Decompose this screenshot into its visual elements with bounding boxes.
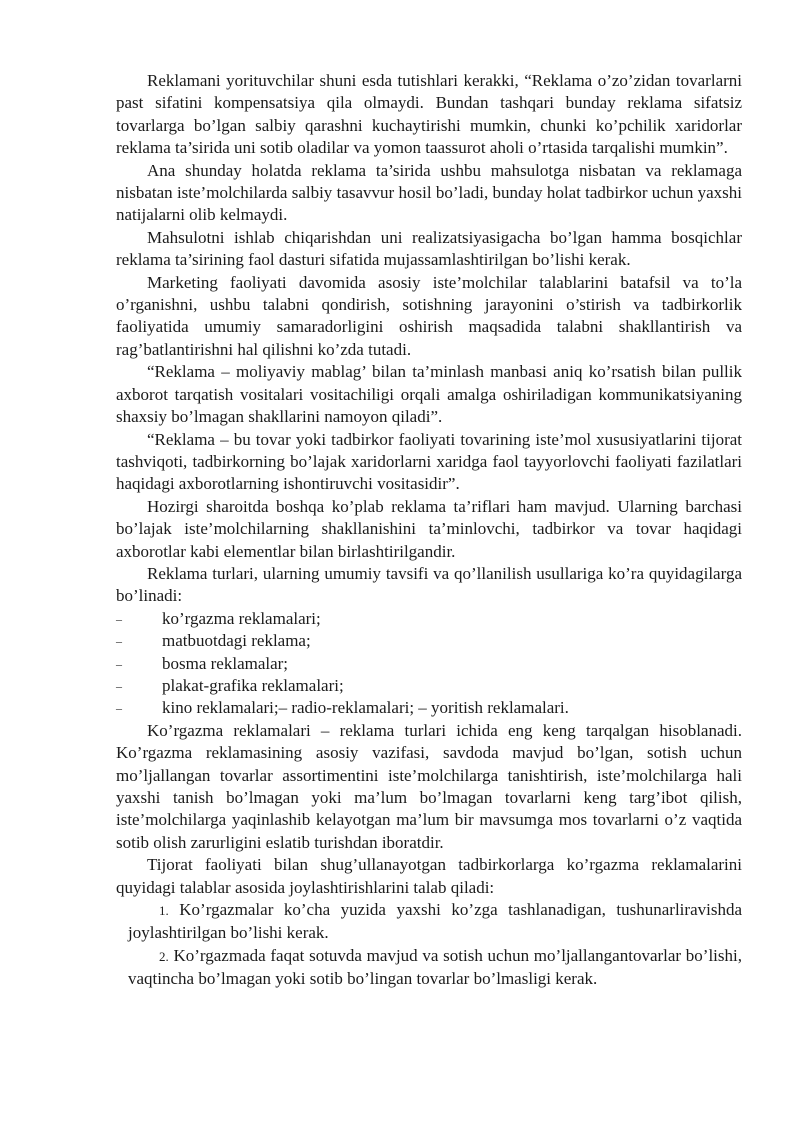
document-page bbox=[116, 70, 742, 991]
list-dash: – bbox=[116, 701, 122, 716]
numbered-item bbox=[116, 899, 742, 945]
paragraph: Tijorat faoliyati bilan shug’ullanayotgan tadbirkorlarga ko’rgazma reklamalarini quyidagi talablar asosida joylashtirishlarini talab qiladi: bbox=[116, 855, 742, 897]
paragraph: Ana shunday holatda reklama ta’sirida ushbu mahsulotga nisbatan va reklamaga nisbatan iste’molchilarda salbiy tasavvur hosil bo’ladi, bunday holat tadbirkor uchun yaxshi natijalarni olib kelmaydi. bbox=[116, 160, 742, 225]
list-item-text: bosma reklamalar; bbox=[162, 653, 289, 673]
numbered-item bbox=[116, 945, 742, 991]
paragraph: Hozirgi sharoitda boshqa ko’plab reklama ta’riflari ham mavjud. Ularning barchasi bo’lajak iste’molchilarning shakllanishini ta’minlovchi, tadbirkor va tovar haqidagi axborotlar kabi elementlar bilan birlashtirilgandir. bbox=[116, 496, 742, 561]
list-dash: – bbox=[116, 678, 122, 693]
list-dash: – bbox=[116, 656, 122, 671]
list-item bbox=[116, 630, 742, 652]
list-item bbox=[116, 675, 742, 697]
paragraph: Mahsulotni ishlab chiqarishdan uni realizatsiyasigacha bo’lgan hamma bosqichlar reklama ta’sirining faol dasturi sifatida mujassamlashtirilgan bo’lishi kerak. bbox=[116, 227, 742, 270]
paragraph: “Reklama – moliyaviy mablag’ bilan ta’minlash manbasi aniq ko’rsatish bilan pullik axborot tarqatish vositalari vositachiligi orqali amalga oshiriladigan kommunikatsiyaning shaxsiy bo’lmagan shakllarini namoyon qiladi”. bbox=[116, 362, 742, 427]
paragraph: Reklamani yorituvchilar shuni esda tutishlari kerakki, “Reklama o’zo’zidan tovarlarni past sifatini kompensatsiya qila olmaydi. Bundan tashqari bunday reklama sifatsiz tovarlarga bo’lgan salbiy qarashni kuchaytirishi mumkin, chunki ko’pchilik xaridorlar reklama ta’sirida uni sotib oladilar va yomon taassurot aholi o’rtasida tarqalishi mumkin”. bbox=[116, 71, 742, 158]
paragraph: “Reklama – bu tovar yoki tadbirkor faoliyati tovarining iste’mol xususiyatlarini tijorat tashviqoti, tadbirkorning bo’lajak xaridorlarni xaridga faol tayyorlovchi faoliyati fazilatlari haqidagi axborotlarning ishontiruvchi vositasidir”. bbox=[116, 429, 742, 494]
list-item bbox=[116, 608, 742, 630]
item-number: 2. bbox=[159, 948, 169, 964]
paragraph: Reklama turlari, ularning umumiy tavsifi va qo’llanilish usullariga ko’ra quyidagilarga bo’linadi: bbox=[116, 563, 742, 606]
list-item-text: plakat-grafika reklamalari; bbox=[162, 675, 344, 695]
paragraph: Marketing faoliyati davomida asosiy iste’molchilar talablarini batafsil va to’la o’rganishni, ushbu talabni qondirish, sotishning jarayonini o’stirish va tadbirkorlik faoliyatida umumiy samaradorligini oshirish maqsadida talabni shakllantirish va rag’batlantirishni hal qilishni ko’zda tutadi. bbox=[116, 272, 742, 359]
list-item-text: matbuotdagi reklama; bbox=[162, 631, 311, 651]
list-dash: – bbox=[116, 611, 122, 626]
list-item-text: ko’rgazma reklamalari; bbox=[162, 608, 321, 628]
list-item bbox=[116, 697, 742, 719]
list-item-text: kino reklamalari;– radio-reklamalari; – yoritish reklamalari. bbox=[162, 698, 569, 718]
numbered-item-text: Ko’rgazmalar ko’cha yuzida yaxshi ko’zga tashlanadigan, tushunarliravishda joylashtirilgan bo’lishi kerak. bbox=[128, 900, 742, 943]
list-dash: – bbox=[116, 634, 122, 649]
item-number: 1. bbox=[159, 903, 169, 919]
paragraph: Ko’rgazma reklamalari – reklama turlari ichida eng keng tarqalgan hisoblanadi. Ko’rgazma reklamasining asosiy vazifasi, savdoda mavjud bo’lgan, sotish uchun mo’ljallangan tovarlar assortimentini iste’molchilarga tanishtirish, iste’molchilarga hali yaxshi tanish bo’lmagan yoki ma’lum bo’lmagan tovarlarni keng targ’ibot qilish, iste’molchilarga yaqinlashib kelayotgan ma’lum bir mavsumga mos tovarlarni o’z vaqtida sotib olish zarurligini eslatib turishdan iboratdir. bbox=[116, 720, 742, 852]
dash-list bbox=[116, 608, 742, 720]
list-item bbox=[116, 653, 742, 675]
numbered-item-text: Ko’rgazmada faqat sotuvda mavjud va sotish uchun mo’ljallangantovarlar bo’lishi, vaqtincha bo’lmagan yoki sotib bo’lingan tovarlar bo’lmasligi kerak. bbox=[128, 945, 742, 989]
